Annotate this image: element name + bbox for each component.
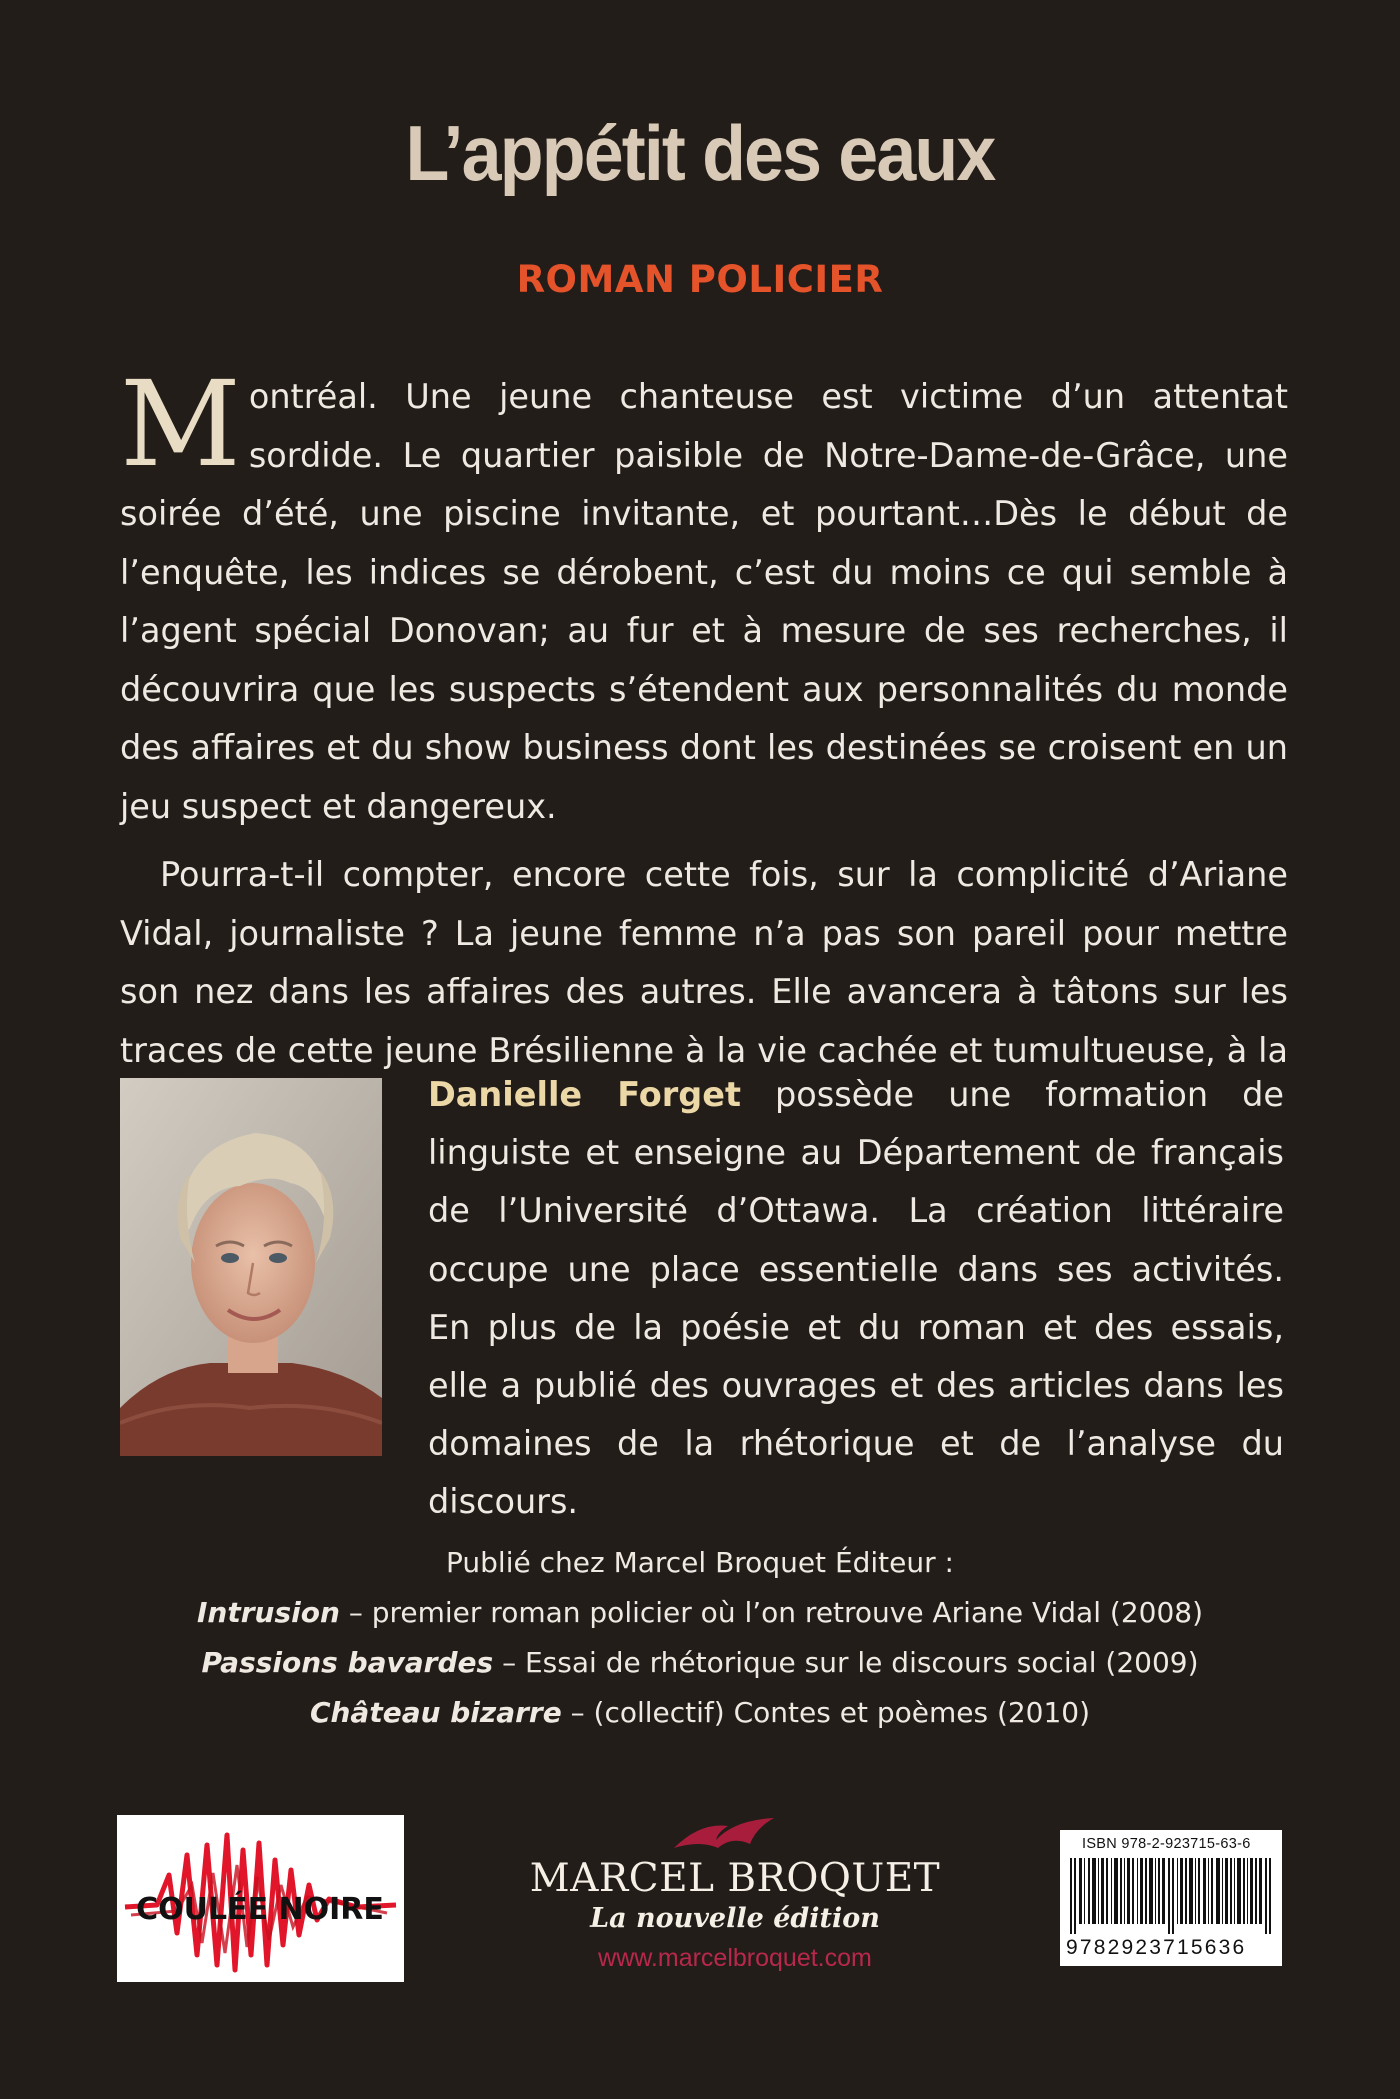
publication-title: Intrusion — [196, 1596, 340, 1629]
publication-item — [0, 1588, 1400, 1638]
isbn-number: ISBN 978-2-923715-63-6 — [1082, 1836, 1251, 1852]
synopsis-paragraph-1 — [120, 355, 1288, 836]
synopsis-text-1: ontréal. Une jeune chanteuse est victime d’un attentat sordide. Le quartier paisible de Notre-Dame-de-Grâce, une soirée d’été, une piscine invitante, et pourtant…Dès le début de l’enquête, les indices se dérobent, c’est du moins ce qui semble à l’agent spécial Donovan; au fur et à mesure de ses recherches, il découvrira que les suspects s’étendent aux personnalités du monde des affaires et du show business dont les destinées se croisent en un jeu suspect et dangereux. — [120, 377, 1288, 826]
book-title: L’appétit des eaux — [405, 109, 995, 197]
author-photo — [120, 1078, 382, 1456]
bird-icon — [670, 1814, 780, 1858]
publication-item — [0, 1688, 1400, 1738]
publication-title: Passions bavardes — [201, 1646, 494, 1679]
synopsis — [120, 355, 1288, 1139]
coulee-noire-logo-text: COULÉE NOIRE — [136, 1892, 384, 1927]
drop-cap: M — [120, 355, 241, 493]
author-name: Danielle Forget — [428, 1075, 741, 1114]
author-bio-text: possède une formation de linguiste et enseigne au Département de français de l’Université d’Ottawa. La création littéraire occupe une place essentielle dans ses activités. En plus de la poésie et du roman et des essais, elle a publié des ouvrages et des articles dans les domaines de la rhétorique et de l’analyse du discours. — [428, 1075, 1285, 1522]
publisher-name: MARCEL BROQUET — [529, 1856, 941, 1901]
publisher-url[interactable]: www.marcelbroquet.com — [598, 1944, 872, 1972]
isbn-barcode — [1060, 1830, 1282, 1966]
publications-list — [0, 1538, 1400, 1738]
coulee-noire-emblem — [117, 1815, 404, 1982]
coulee-noire-logo — [117, 1815, 404, 1982]
barcode-bars — [1070, 1858, 1272, 1934]
author-bio — [428, 1066, 1284, 1532]
publication-item — [0, 1638, 1400, 1688]
genre-label: ROMAN POLICIER — [516, 258, 884, 301]
publication-desc: – (collectif) Contes et poèmes (2010) — [570, 1696, 1091, 1729]
publication-desc: – premier roman policier où l’on retrouve Ariane Vidal (2008) — [348, 1596, 1204, 1629]
author-portrait-illustration — [120, 1078, 382, 1456]
publication-title: Château bizarre — [309, 1696, 562, 1729]
barcode-digits: 9782923715636 — [1066, 1936, 1247, 1959]
publisher-logo — [510, 1808, 960, 1973]
publications-heading: Publié chez Marcel Broquet Éditeur : — [446, 1546, 954, 1579]
publication-desc: – Essai de rhétorique sur le discours social (2009) — [502, 1646, 1199, 1679]
publisher-tagline: La nouvelle édition — [590, 1903, 880, 1934]
synopsis-paragraph-2: Pourra-t-il compter, encore cette fois, sur la complicité d’Ariane Vidal, journaliste ? La jeune femme n’a pas son pareil pour mettre son nez dans les affaires des autres. Elle avancera à tâtons sur les traces de cette jeune Brésilienne à la vie cachée et tumultueuse, à la — [120, 855, 1288, 1070]
